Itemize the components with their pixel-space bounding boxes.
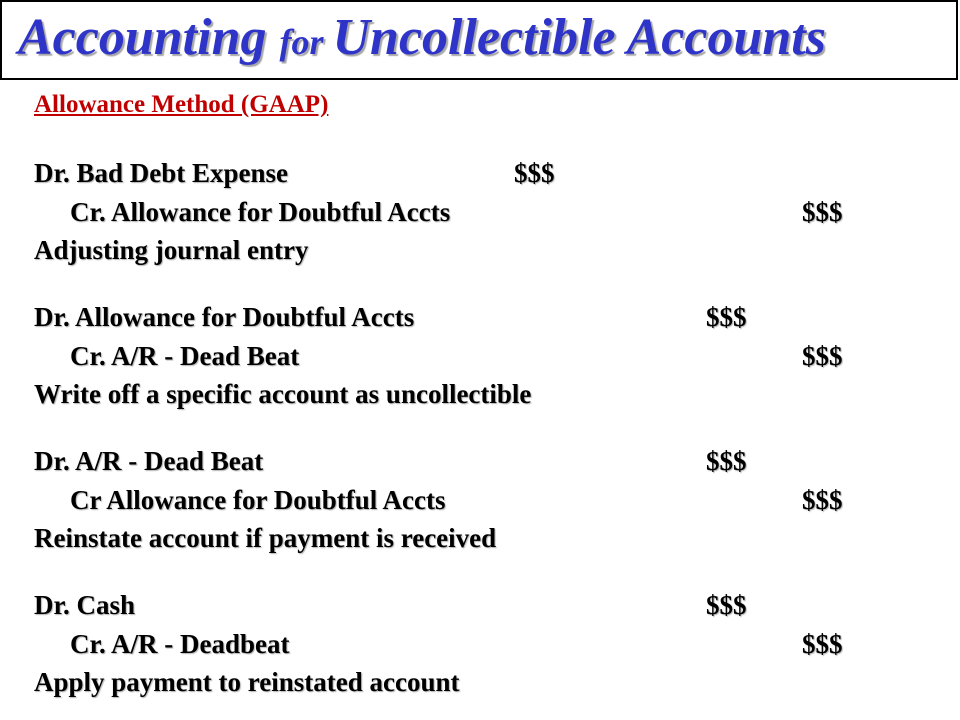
entry-2-debit-account: Dr. Allowance for Doubtful Accts bbox=[34, 302, 415, 332]
entry-1-credit-account: Cr. Allowance for Doubtful Accts bbox=[70, 197, 451, 227]
entry-2-credit-account: Cr. A/R - Dead Beat bbox=[70, 341, 300, 371]
entry-3-description: Reinstate account if payment is received bbox=[34, 523, 497, 553]
entry-3-debit-amount: $$$ bbox=[706, 446, 747, 476]
entry-3-credit-amount: $$$ bbox=[802, 485, 843, 515]
entry-4-debit-amount: $$$ bbox=[706, 590, 747, 620]
entry-2-credit-amount: $$$ bbox=[802, 341, 843, 371]
entry-2-description: Write off a specific account as uncollectible bbox=[34, 379, 532, 409]
entry-3-debit-account: Dr. A/R - Dead Beat bbox=[34, 446, 264, 476]
entry-4-debit-account: Dr. Cash bbox=[34, 590, 136, 620]
title-part-for: for bbox=[279, 22, 333, 62]
entry-4-credit-account: Cr. A/R - Deadbeat bbox=[70, 629, 290, 659]
title-part-accounting: Accounting bbox=[18, 9, 280, 66]
entry-2-debit-amount: $$$ bbox=[706, 302, 747, 332]
entry-1-credit-amount: $$$ bbox=[802, 197, 843, 227]
entry-3-credit-account: Cr Allowance for Doubtful Accts bbox=[70, 485, 446, 515]
entry-4-description: Apply payment to reinstated account bbox=[34, 667, 460, 697]
entry-4-credit-amount: $$$ bbox=[802, 629, 843, 659]
title-part-uncollectible: Uncollectible Accounts bbox=[332, 9, 826, 66]
entry-1-debit-amount: $$$ bbox=[514, 158, 555, 188]
slide-title bbox=[18, 9, 826, 66]
entry-1-description: Adjusting journal entry bbox=[34, 235, 309, 265]
section-subtitle: Allowance Method (GAAP) bbox=[34, 91, 329, 118]
entry-1-debit-account: Dr. Bad Debt Expense bbox=[34, 158, 289, 188]
